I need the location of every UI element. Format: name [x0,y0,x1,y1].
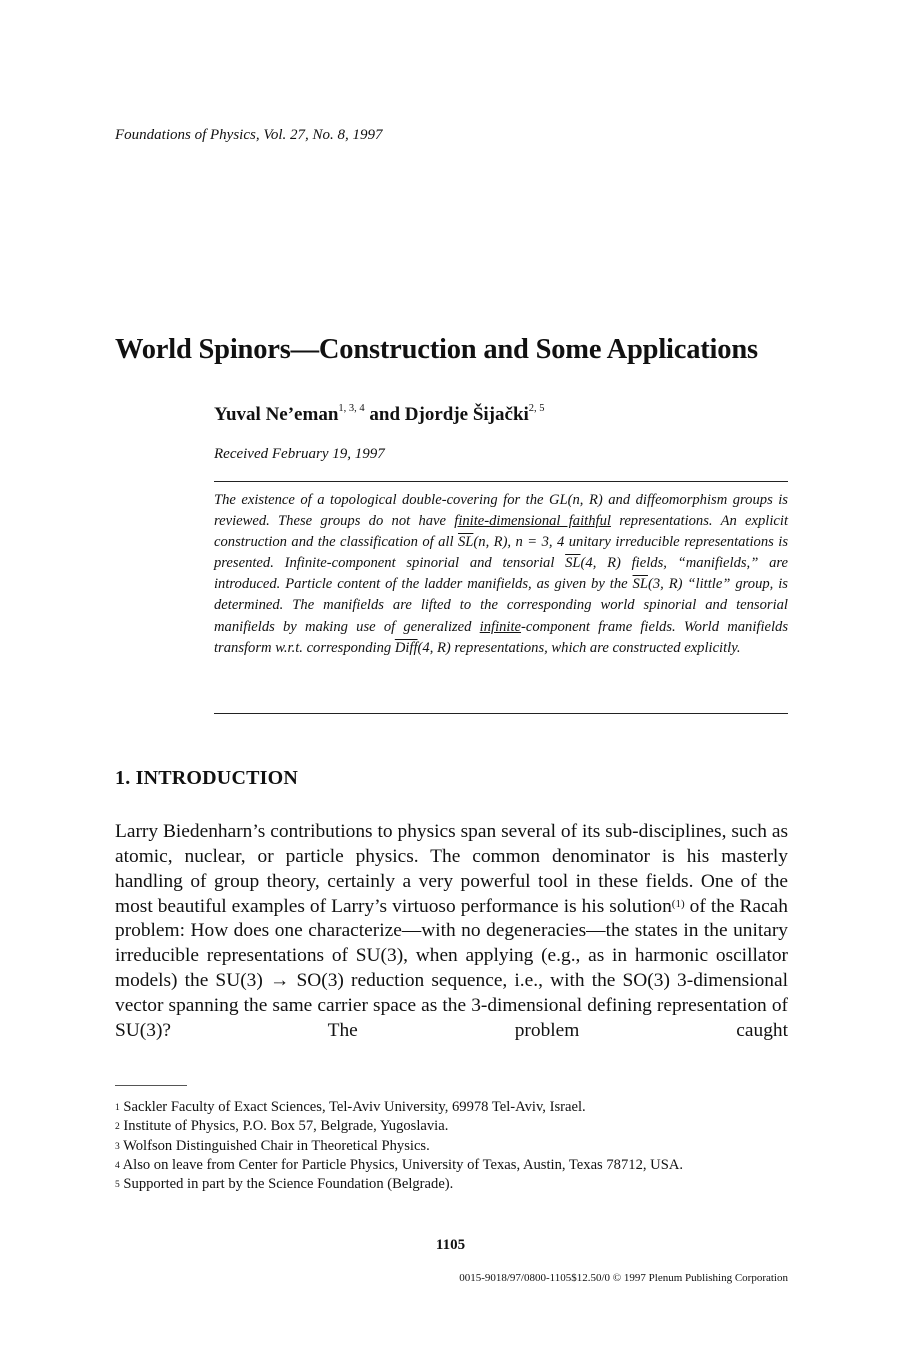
footnotes [115,1098,788,1194]
footnote-3 [115,1137,788,1156]
abstract-text-5: (n, R), n = 3, 4 unitary irreducible representations is presented. Infinite-component spinorial and tensorial [214,534,788,572]
footnote-rule [115,1085,187,1086]
footnote-number: 2 [115,1122,120,1133]
footnote-number: 5 [115,1180,120,1191]
footnote-text: Sackler Faculty of Exact Sciences, Tel-Aviv University, 69978 Tel-Aviv, Israel. [123,1099,586,1115]
journal-citation: Foundations of Physics, Vol. 27, No. 8, 1997 [115,127,383,143]
footnote-text: Institute of Physics, P.O. Box 57, Belgrade, Yugoslavia. [123,1118,449,1135]
paragraph-text-1: Larry Biedenharn’s contributions to physics span several of its sub-disciplines, such as atomic, nuclear, or particle physics. The common denominator is his masterly handling of group theory, certainly a very powerful tool in these fields. One of the most beautiful examples of Larry’s virtuoso performance is his solution [115,821,788,917]
page-number: 1105 [435,1237,466,1253]
introduction-paragraph [115,820,788,1044]
abstract-bottom-rule [214,713,788,714]
author-line [214,404,545,426]
copyright-code: 0015-9018/97/0800-1105$12.50/0 [459,1272,611,1284]
footnote-text: Wolfson Distinguished Chair in Theoretical Physics. [123,1137,430,1154]
author-conjunction: and [364,404,405,425]
section-heading: 1. INTRODUCTION [115,767,299,789]
abstract-top-rule [214,481,788,482]
footnote-number: 3 [115,1141,120,1152]
abstract-text-9: (3, R) “little” group, is determined. The manifields are lifted to the corresponding world spinorial and tensorial manifields by making use of generalized [214,576,788,635]
footnote-number: 1 [115,1103,120,1113]
footnote-4 [115,1156,788,1175]
author-2-affiliations: 2, 5 [528,403,545,414]
abstract-text-10: infinite [479,618,522,635]
footnote-5 [115,1175,788,1194]
copyright-icon: © [612,1272,622,1284]
abstract-text-4: $\overline{SL}$ [457,534,474,551]
abstract-text-1: The existence of a topological double-covering for the GL(n, R) and diffeomorphism groups is reviewed. These groups do not have [214,492,788,530]
abstract-text-6: $\overline{SL}$ [565,555,581,572]
footnote-2 [115,1117,788,1136]
footnote-text: Supported in part by the Science Foundation (Belgrade). [123,1176,454,1193]
paper-title: World Spinors—Construction and Some Applications [115,334,758,365]
reference-marker: (1) [671,897,685,910]
abstract-text-13: (4, R) representations, which are constructed explicitly. [417,639,741,656]
abstract-text-8: $\overline{SL}$ [632,576,648,593]
abstract-text-2: finite-dimensional faithful [454,513,611,530]
paragraph-text-2: of the Racah problem: How does one characterize—with no degeneracies—the states in the unitary irreducible representations of SU(3), when applying (e.g., as in harmonic oscillator models) the SU(3) → SO(3) reduction sequence, i.e., with the SO(3) 3-dimensional vector spanning the same carrier space as the 3-dimensional defining representation of SU(3)? The problem caught [115,895,788,1041]
author-2-name: Djordje Šijački [404,404,529,425]
footnote-text: Also on leave from Center for Particle Physics, University of Texas, Austin, Texas 78712, USA. [122,1156,684,1173]
copyright-text: 1997 Plenum Publishing Corporation [623,1272,788,1284]
author-1-affiliations: 1, 3, 4 [338,403,365,414]
abstract [214,490,788,659]
abstract-text-3: representations. An explicit construction and the classification of all [214,513,789,551]
footnote-1 [115,1098,788,1117]
abstract-text-11: -component frame fields. World manifields transform w.r.t. corresponding [214,618,789,656]
author-1-name: Yuval Ne’eman [214,404,339,425]
footnote-number: 4 [115,1160,120,1171]
abstract-text-12: Diff [394,639,418,656]
copyright-line [459,1272,788,1284]
abstract-text-7: (4, R) fields, “manifields,” are introduced. Particle content of the ladder manifields, as given by the [214,555,788,593]
received-date: Received February 19, 1997 [214,446,385,462]
